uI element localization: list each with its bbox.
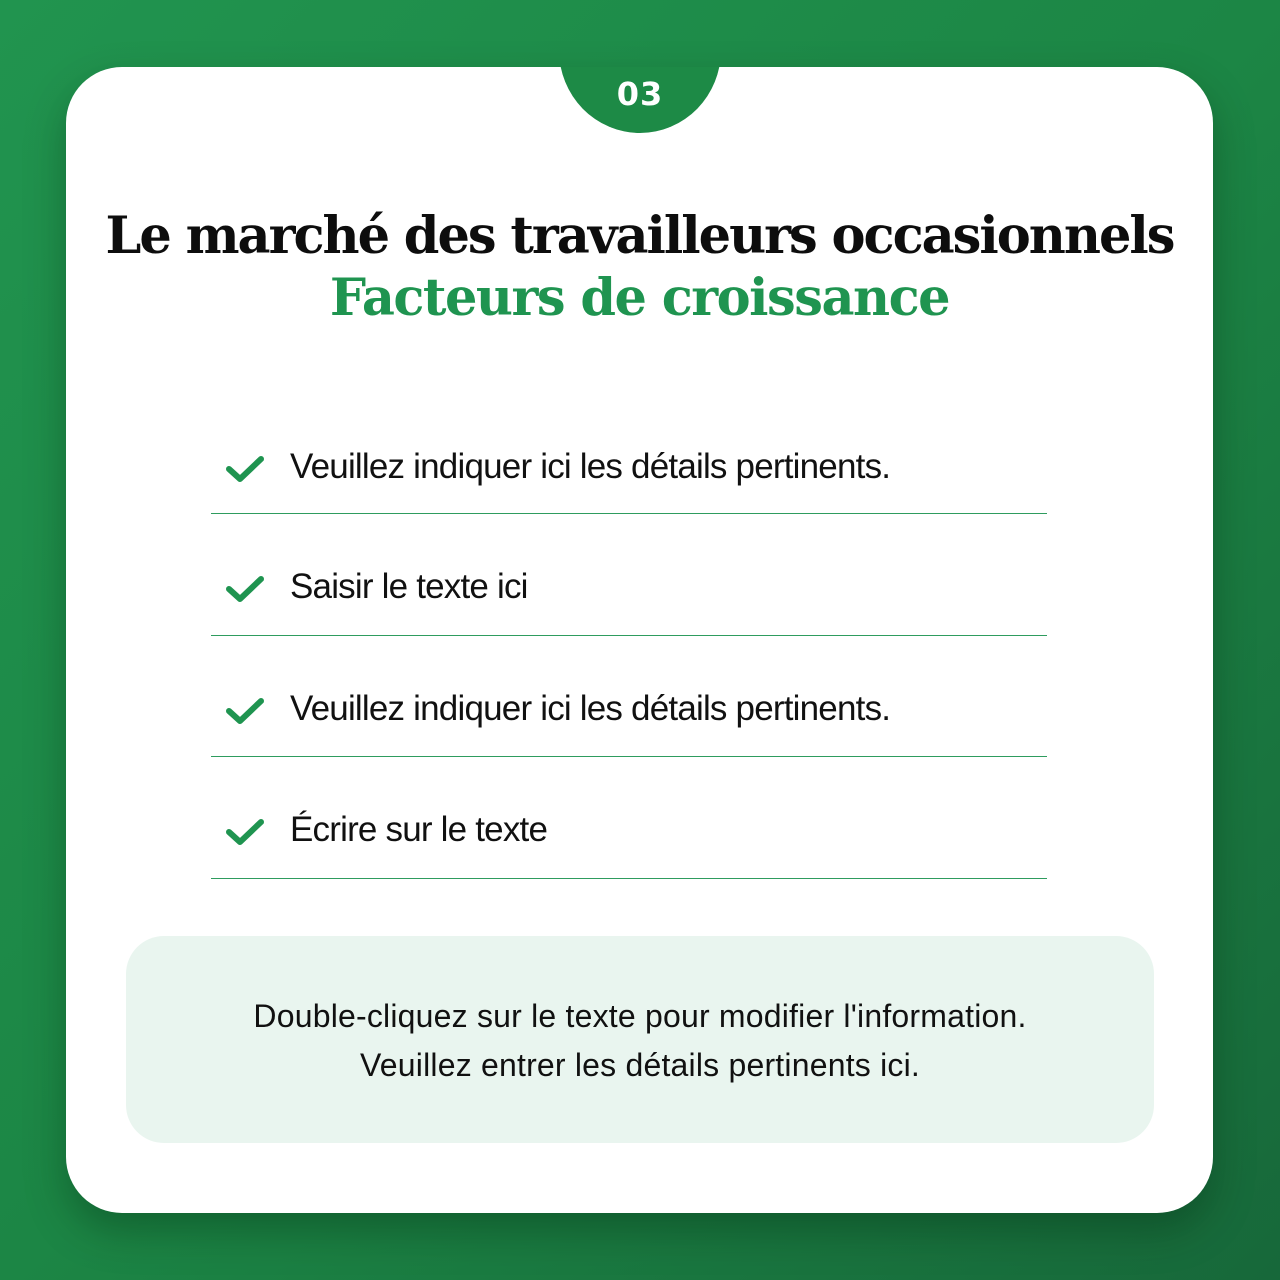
note-line-1: Double-cliquez sur le texte pour modifier l'information. (253, 998, 1027, 1034)
checklist (211, 394, 1047, 879)
info-note (126, 936, 1154, 1143)
note-line-2: Veuillez entrer les détails pertinents ici. (360, 1047, 920, 1083)
check-icon (225, 454, 265, 484)
page-subtitle: Facteurs de croissance (329, 268, 950, 328)
list-item (211, 514, 1047, 636)
list-item (211, 636, 1047, 758)
list-item-text: Saisir le texte ici (290, 567, 528, 606)
check-icon (225, 696, 265, 726)
list-item (211, 394, 1047, 514)
check-icon (225, 574, 265, 604)
list-item-text: Écrire sur le texte (290, 810, 548, 849)
page-title: Le marché des travailleurs occasionnels (105, 206, 1174, 266)
list-item-text: Veuillez indiquer ici les détails pertinents. (290, 688, 891, 728)
page-number: 03 (616, 75, 664, 113)
list-item (211, 757, 1047, 879)
check-icon (225, 817, 265, 847)
list-item-text: Veuillez indiquer ici les détails pertinents. (290, 447, 891, 486)
page-number-badge (559, 67, 721, 133)
content-card (66, 67, 1213, 1213)
